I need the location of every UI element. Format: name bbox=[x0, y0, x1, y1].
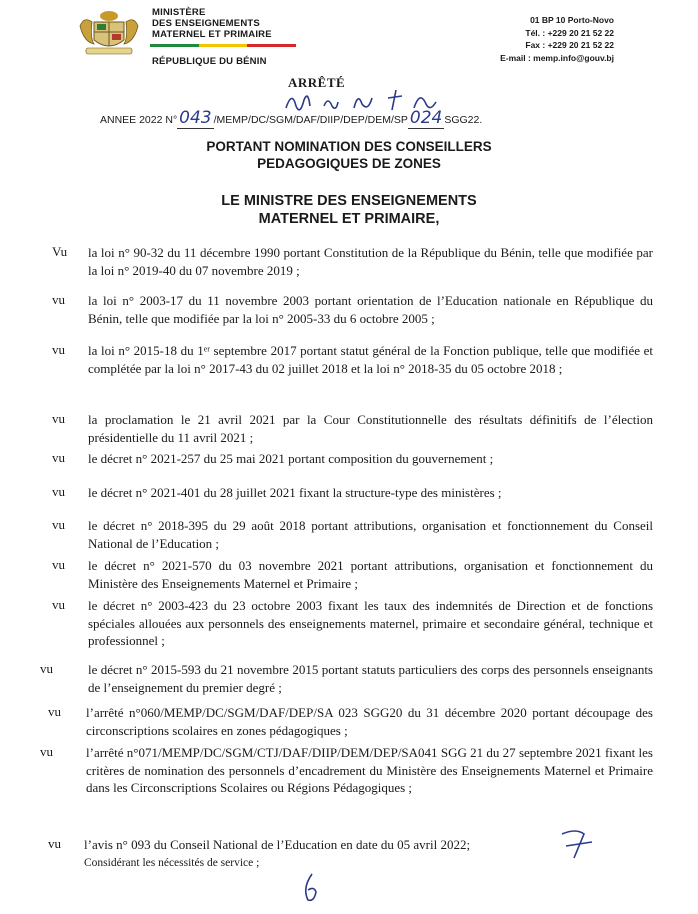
vu-label: vu bbox=[40, 661, 53, 676]
vu-label: vu bbox=[52, 557, 65, 572]
contact-tel: Tél. : +229 20 21 52 22 bbox=[525, 27, 614, 38]
vu-label: vu bbox=[40, 744, 53, 759]
flag-stripe-yellow bbox=[199, 44, 248, 47]
ministry-line: MINISTÈRE bbox=[152, 7, 206, 18]
reference-prefix: ANNEE 2022 N° bbox=[100, 114, 178, 126]
subject-heading bbox=[0, 138, 698, 172]
vu-text: le décret n° 2021-257 du 25 mai 2021 portant composition du gouvernement ; bbox=[88, 451, 494, 466]
ministry-line: MATERNEL ET PRIMAIRE bbox=[152, 29, 272, 40]
vu-text: le décret n° 2003-423 du 23 octobre 2003 fixant les taux des indemnités de Direction et de fonctions spéciales allouées aux personnels des enseignements maternel, primaire et secondaire général, technique et professionnel ; bbox=[88, 598, 653, 648]
vu-label: Vu bbox=[52, 244, 68, 259]
vu-label: vu bbox=[48, 704, 61, 719]
reference-sp-number: 024 bbox=[409, 108, 443, 128]
vu-label: vu bbox=[48, 836, 61, 851]
subject-line: PORTANT NOMINATION DES CONSEILLERS bbox=[206, 139, 492, 154]
contact-email: E-mail : memp.info@gouv.bj bbox=[500, 52, 614, 63]
vu-label: vu bbox=[52, 450, 65, 465]
ministry-name bbox=[152, 7, 272, 40]
contact-address: 01 BP 10 Porto-Novo bbox=[530, 15, 614, 25]
vu-label: vu bbox=[52, 517, 65, 532]
vu-text: le décret n° 2021-401 du 28 juillet 2021 fixant la structure-type des ministères ; bbox=[88, 485, 502, 500]
vu-text: l’arrêté n°071/MEMP/DC/SGM/CTJ/DAF/DIIP/DEM/DEP/SA041 SGG 21 du 27 septembre 2021 fixant les critères de nomination des personnels d’encadrement du Ministère des Enseignements Maternel et Primaire dans les Circonscriptions Scolaires ou Régions Pédagogiques ; bbox=[86, 745, 653, 795]
vu-label: vu bbox=[52, 342, 65, 357]
vu-text: la proclamation le 21 avril 2021 par la Cour Constitutionnelle des résultats définitifs de l’élection présidentielle du 11 avril 2021 ; bbox=[88, 412, 653, 445]
vu-label: vu bbox=[52, 597, 65, 612]
vu-label: vu bbox=[52, 484, 65, 499]
vu-text: le décret n° 2021-570 du 03 novembre 2021 portant attributions, organisation et fonctionnement du Ministère des Enseignements Maternel et Primaire ; bbox=[88, 558, 653, 591]
vu-label: vu bbox=[52, 292, 65, 307]
benin-coat-of-arms-emblem bbox=[74, 8, 144, 56]
minister-line: LE MINISTRE DES ENSEIGNEMENTS bbox=[221, 193, 477, 209]
document-title: ARRÊTÉ bbox=[288, 75, 346, 90]
vu-text: la loi n° 2003-17 du 11 novembre 2003 portant orientation de l’Education nationale en République du Bénin, telle que modifiée par la loi n° 2005-33 du 6 octobre 2005 ; bbox=[88, 293, 653, 326]
closing-consideration: Considérant les nécessités de service ; bbox=[84, 857, 260, 869]
vu-text: la loi n° 2015-18 du 1ᵉʳ septembre 2017 portant statut général de la Fonction publique, telle que modifiée et complétée par la loi n° 2017-43 du 02 juillet 2018 et la loi n° 2018-35 du 05 octobre 2018 ; bbox=[88, 343, 653, 376]
flag-color-bar bbox=[150, 44, 296, 47]
reference-middle: /MEMP/DC/SGM/DAF/DIIP/DEP/DEM/SP bbox=[213, 114, 408, 126]
reference-suffix: SGG22. bbox=[444, 114, 483, 126]
contact-block bbox=[500, 14, 614, 64]
vu-text: le décret n° 2018-395 du 29 août 2018 portant attributions, organisation et fonctionnement du Conseil National de l’Education ; bbox=[88, 518, 653, 551]
minister-line: MATERNEL ET PRIMAIRE, bbox=[258, 211, 440, 227]
vu-text: l’avis n° 093 du Conseil National de l’Education en date du 05 avril 2022; bbox=[84, 837, 471, 852]
handwritten-mark-icon bbox=[300, 872, 322, 904]
contact-fax: Fax : +229 20 21 52 22 bbox=[525, 40, 614, 50]
ministry-line: DES ENSEIGNEMENTS bbox=[152, 18, 260, 29]
minister-heading bbox=[0, 192, 698, 228]
handwritten-mark-icon bbox=[556, 826, 600, 860]
vu-text: l’arrêté n°060/MEMP/DC/SGM/DAF/DEP/SA 023 SGG20 du 31 décembre 2020 portant découpage des circonscriptions scolaires en zones pédagogiques ; bbox=[86, 705, 653, 738]
reference-line bbox=[100, 108, 482, 129]
flag-stripe-red bbox=[247, 44, 296, 47]
reference-number: 043 bbox=[179, 108, 212, 128]
subject-line: PEDAGOGIQUES DE ZONES bbox=[257, 156, 441, 171]
vu-label: vu bbox=[52, 411, 65, 426]
flag-stripe-green bbox=[150, 44, 199, 47]
vu-text: la loi n° 90-32 du 11 décembre 1990 portant Constitution de la République du Bénin, telle que modifiée par la loi n° 2019-40 du 07 novembre 2019 ; bbox=[88, 245, 653, 278]
vu-text: le décret n° 2015-593 du 21 novembre 2015 portant statuts particuliers des corps des personnels enseignants de l’enseignement du premier degré ; bbox=[88, 662, 653, 695]
republic-name: RÉPUBLIQUE DU BÉNIN bbox=[152, 56, 267, 67]
